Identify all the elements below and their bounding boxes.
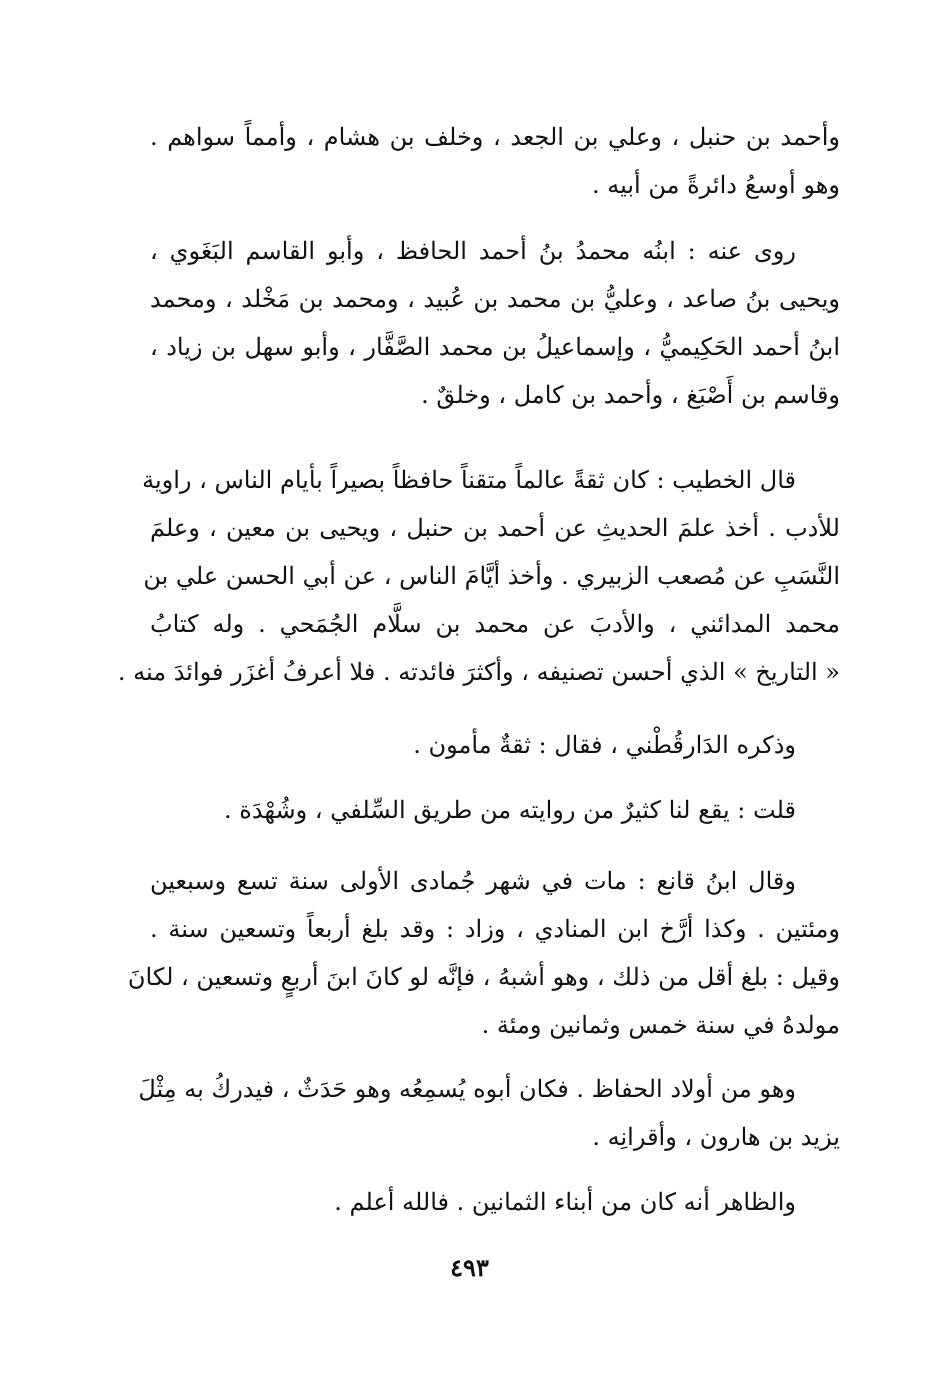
text-line: وقيل : بلغ أقل من ذلك ، وهو أشبهُ ، فإنَّه لو كانَ ابنَ أربعٍ وتسعين ، لكانَ [127,963,840,991]
text-line: وأحمد بن حنبل ، وعلي بن الجعد ، وخلف بن هشام ، وأمماً سواهم . [150,123,840,151]
text-line: محمد المدائني ، والأدبَ عن محمد بن سلَّام الجُمَحي . وله كتابُ [150,610,840,638]
text-line: قال الخطيب : كان ثقةً عالماً متقناً حافظاً بصيراً بأيام الناس ، راوية [142,466,796,494]
text-line: وقال ابنُ قانع : مات في شهر جُمادى الأولى سنة تسع وسبعين [150,867,796,895]
paragraph-conclusion [150,1178,840,1226]
text-line: ومئتين . وكذا أرَّخ ابن المنادي ، وزاد : وقد بلغ أربعاً وتسعين سنة . [150,915,840,943]
paragraph-death-date [127,857,840,1049]
text-line: روى عنه : ابنُه محمدُ بنُ أحمد الحافظ ، وأبو القاسم البَغَوي ، [150,237,796,265]
paragraph-teachers-list [150,113,840,209]
text-line: ابنُ أحمد الحَكِيميُّ ، وإسماعيلُ بن محمد الصَّفَّار ، وأبو سهل بن زياد ، [150,333,840,361]
text-line: مولدهُ في سنة خمس وثمانين ومئة . [481,1011,840,1039]
paragraph-author-note [150,786,840,834]
text-line: والظاهر أنه كان من أبناء الثمانين . فالله أعلم . [334,1188,796,1216]
paragraph-family [138,1065,840,1161]
text-line: وهو من أولاد الحفاظ . فكان أبوه يُسمِعُه وهو حَدَثٌ ، فيدركُ به مِثْلَ [138,1075,796,1103]
text-line: النَّسَبِ عن مُصعب الزبيري . وأخذ أيَّامَ الناس ، عن أبي الحسن علي بن [143,562,840,590]
text-line: ويحيى بنُ صاعد ، وعليُّ بن محمد بن عُبيد ، ومحمد بن مَخْلد ، ومحمد [150,285,840,313]
text-line: للأدب . أخذ علمَ الحديثِ عن أحمد بن حنبل ، ويحيى بن معين ، وعلمَ [150,514,840,542]
paragraph-narrators [150,227,840,419]
paragraph-daraqutni [150,721,840,769]
paragraph-khatib-quote [117,456,840,696]
text-line: « التاريخ » الذي أحسن تصنيفه ، وأكثرَ فائدته . فلا أعرفُ أغزَر فوائدَ منه . [117,658,840,686]
text-line: وذكره الدَارقُطْني ، فقال : ثقةٌ مأمون . [413,731,796,759]
text-line: وقاسم بن أَصْبَغ ، وأحمد بن كامل ، وخلقٌ . [421,381,840,409]
text-line: قلت : يقع لنا كثيرٌ من روايته من طريق السِّلفي ، وشُهْدَة . [224,796,796,824]
page-number: ٤٩٣ [450,1253,489,1282]
text-line: يزيد بن هارون ، وأقرانِه . [592,1123,840,1151]
text-line: وهو أوسعُ دائرةً من أبيه . [592,171,840,199]
